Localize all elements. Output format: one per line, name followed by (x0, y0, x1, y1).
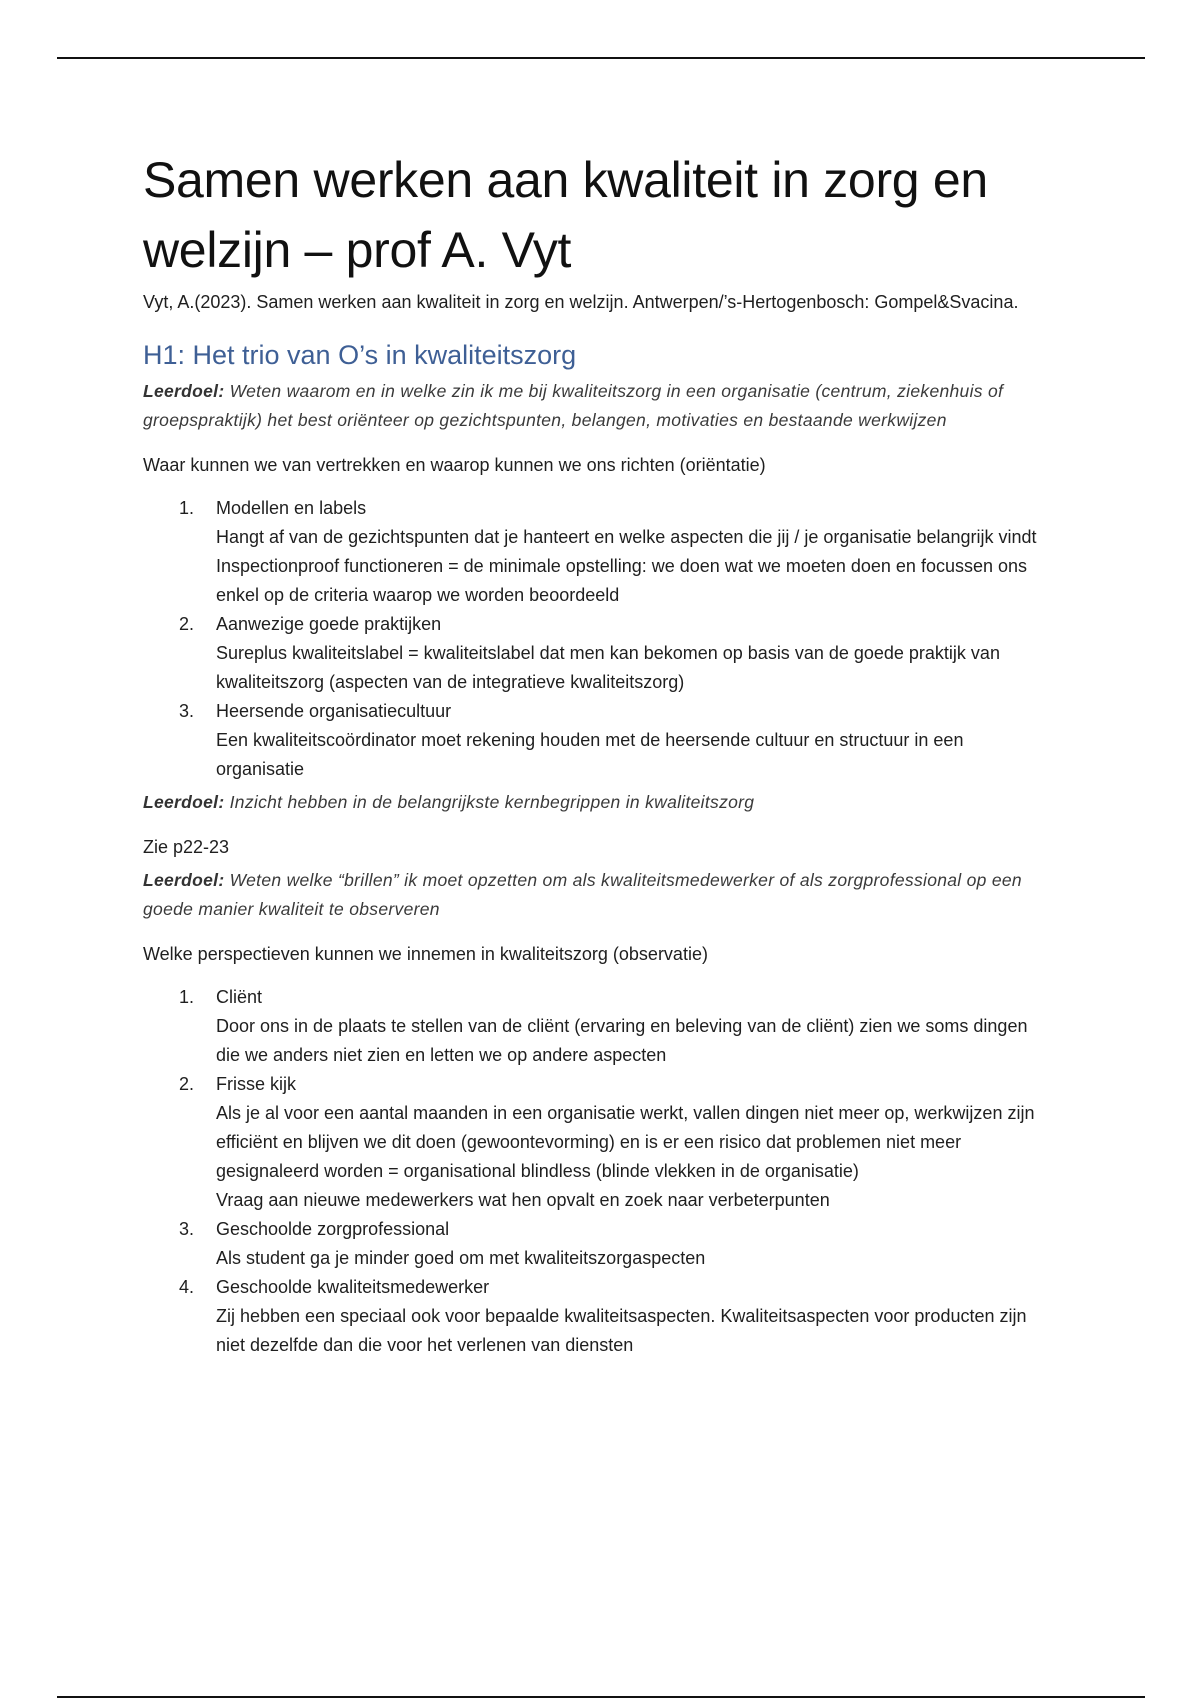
list-item-heading: Frisse kijk (216, 1074, 296, 1094)
learning-goal-text: Inzicht hebben in de belangrijkste kernbegrippen in kwaliteitszorg (229, 792, 755, 812)
observation-list (143, 983, 1043, 1360)
chapter-heading: H1: Het trio van O’s in kwaliteitszorg (143, 340, 577, 370)
list-item-heading: Geschoolde zorgprofessional (216, 1219, 450, 1239)
list-item-heading: Geschoolde kwaliteitsmedewerker (216, 1277, 490, 1297)
list-item-number: 4. (179, 1277, 195, 1297)
list-item-number: 3. (179, 1219, 195, 1239)
document-page (143, 145, 1043, 1360)
learning-goal-label: Leerdoel: (143, 870, 225, 890)
reference-citation: Vyt, A.(2023). Samen werken aan kwaliteit in zorg en welzijn. Antwerpen/’s-Hertogenbosch: Gompel&Svacina. (143, 292, 1019, 312)
list-item-text: Als je al voor een aantal maanden in een organisatie werkt, vallen dingen niet meer op, werkwijzen zijn efficiënt en blijven we dit doen (gewoontevorming) en is er een risico dat problemen niet meer gesignaleerd worden = organisational blindless (blinde vlekken in de organisatie) (216, 1103, 1035, 1181)
list-item (143, 494, 1043, 610)
list-item-number: 1. (179, 987, 195, 1007)
list-item (143, 1215, 1043, 1273)
list-item-text: Een kwaliteitscoördinator moet rekening houden met de heersende cultuur en structuur in een organisatie (216, 730, 964, 779)
list-item-text: Sureplus kwaliteitslabel = kwaliteitslabel dat men kan bekomen op basis van de goede praktijk van kwaliteitszorg (aspecten van de integratieve kwaliteitszorg) (216, 643, 1000, 692)
list-item-heading: Cliënt (216, 987, 263, 1007)
intro-observation: Welke perspectieven kunnen we innemen in kwaliteitszorg (observatie) (143, 944, 708, 964)
list-item-heading: Heersende organisatiecultuur (216, 701, 452, 721)
list-item-number: 2. (179, 614, 195, 634)
list-item (143, 610, 1043, 697)
list-item-number: 2. (179, 1074, 195, 1094)
list-item (143, 1070, 1043, 1215)
learning-goal-text: Weten welke “brillen” ik moet opzetten om als kwaliteitsmedewerker of als zorgprofessional op een goede manier kwaliteit te observeren (143, 870, 1022, 919)
list-item-heading: Modellen en labels (216, 498, 367, 518)
list-item-text: Zij hebben een speciaal ook voor bepaalde kwaliteitsaspecten. Kwaliteitsaspecten voor producten zijn niet dezelfde dan die voor het verlenen van diensten (216, 1306, 1027, 1355)
orientation-list (143, 494, 1043, 784)
footer-rule (57, 1696, 1145, 1698)
learning-goal-text: Weten waarom en in welke zin ik me bij kwaliteitszorg in een organisatie (centrum, ziekenhuis of groepspraktijk) het best oriënteer op gezichtspunten, belangen, motivaties en bestaande werkwijzen (143, 381, 1004, 430)
learning-goal-label: Leerdoel: (143, 792, 225, 812)
document-title: Samen werken aan kwaliteit in zorg en welzijn – prof A. Vyt (143, 152, 988, 278)
list-item-text: Inspectionproof functioneren = de minimale opstelling: we doen wat we moeten doen en focussen ons enkel op de criteria waarop we worden beoordeeld (216, 556, 1028, 605)
list-item (143, 1273, 1043, 1360)
list-item-number: 1. (179, 498, 195, 518)
list-item (143, 697, 1043, 784)
list-item-text: Vraag aan nieuwe medewerkers wat hen opvalt en zoek naar verbeterpunten (216, 1190, 830, 1210)
list-item-heading: Aanwezige goede praktijken (216, 614, 442, 634)
list-item-text: Hangt af van de gezichtspunten dat je hanteert en welke aspecten die jij / je organisatie belangrijk vindt (216, 527, 1037, 547)
header-rule (57, 57, 1145, 59)
see-pages-note: Zie p22-23 (143, 837, 230, 857)
list-item-number: 3. (179, 701, 195, 721)
learning-goal-3 (143, 866, 1043, 924)
list-item-text: Door ons in de plaats te stellen van de cliënt (ervaring en beleving van de cliënt) zien we soms dingen die we anders niet zien en letten we op andere aspecten (216, 1016, 1028, 1065)
learning-goal-1 (143, 377, 1043, 435)
list-item (143, 983, 1043, 1070)
learning-goal-label: Leerdoel: (143, 381, 225, 401)
learning-goal-2 (143, 788, 1043, 817)
intro-orientation: Waar kunnen we van vertrekken en waarop kunnen we ons richten (oriëntatie) (143, 455, 766, 475)
list-item-text: Als student ga je minder goed om met kwaliteitszorgaspecten (216, 1248, 706, 1268)
